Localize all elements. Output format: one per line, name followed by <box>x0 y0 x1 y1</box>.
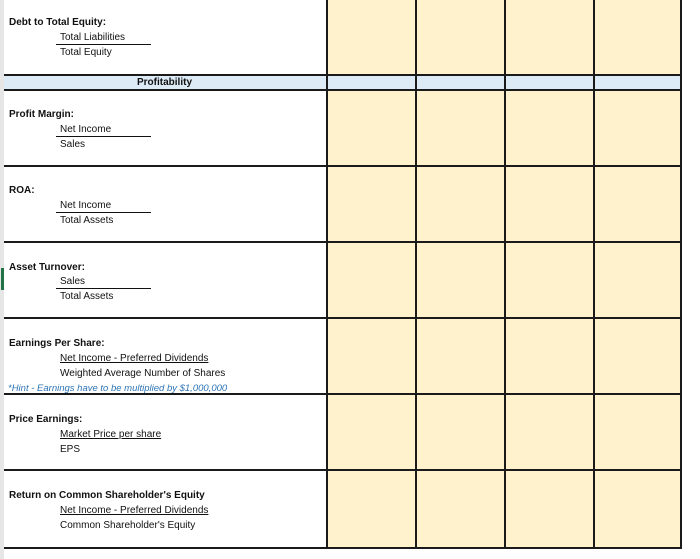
input-cell[interactable] <box>328 91 415 165</box>
ratio-label: Earnings Per Share: <box>9 338 105 349</box>
column-border <box>680 0 682 549</box>
row-border <box>4 89 682 91</box>
ratio-denominator: Total Equity <box>60 47 112 58</box>
column-border <box>593 0 595 549</box>
input-cell[interactable] <box>595 243 682 317</box>
profitability-band <box>4 75 682 89</box>
row-border <box>4 469 682 471</box>
input-cell[interactable] <box>506 91 593 165</box>
column-border <box>504 0 506 549</box>
input-cell[interactable] <box>506 243 593 317</box>
input-cell[interactable] <box>417 395 504 469</box>
input-cell[interactable] <box>417 319 504 393</box>
ratio-label: Profit Margin: <box>9 109 74 120</box>
ratio-label: Return on Common Shareholder's Equity <box>9 490 205 501</box>
input-cell[interactable] <box>595 471 682 547</box>
input-cell[interactable] <box>417 91 504 165</box>
input-cell[interactable] <box>595 319 682 393</box>
input-cell[interactable] <box>328 167 415 241</box>
input-cell[interactable] <box>328 319 415 393</box>
input-cell[interactable] <box>595 0 682 74</box>
input-cell[interactable] <box>328 0 415 74</box>
input-cell[interactable] <box>328 395 415 469</box>
ratio-label: Asset Turnover: <box>9 262 85 273</box>
ratio-numerator: Sales <box>60 276 86 287</box>
input-cell[interactable] <box>506 471 593 547</box>
ratio-numerator: Net Income <box>60 200 112 211</box>
fraction-bar <box>56 136 151 137</box>
input-cell[interactable] <box>506 319 593 393</box>
ratio-label: Debt to Total Equity: <box>9 17 107 28</box>
row-border <box>4 74 682 76</box>
input-cell[interactable] <box>506 0 593 74</box>
section-title-profitability: Profitability <box>137 77 193 88</box>
input-cell[interactable] <box>417 471 504 547</box>
hint-note: *Hint - Earnings have to be multiplied by $1,000,000 <box>8 383 228 394</box>
column-border <box>326 0 328 549</box>
input-cell[interactable] <box>417 167 504 241</box>
ratio-numerator: Net Income - Preferred Dividends <box>60 505 209 516</box>
row-border <box>4 547 682 549</box>
ratio-denominator: Common Shareholder's Equity <box>60 520 196 531</box>
ratio-denominator: Weighted Average Number of Shares <box>60 368 226 379</box>
ratio-numerator: Net Income - Preferred Dividends <box>60 353 209 364</box>
fraction-bar <box>56 44 151 45</box>
ratio-numerator: Total Liabilities <box>60 32 126 43</box>
ratio-label: ROA: <box>9 185 35 196</box>
ratio-denominator: Sales <box>60 139 86 150</box>
input-cell[interactable] <box>328 243 415 317</box>
row-border <box>4 317 682 319</box>
ratio-denominator: EPS <box>60 444 81 455</box>
row-border <box>4 241 682 243</box>
input-cell[interactable] <box>595 91 682 165</box>
ratio-numerator: Net Income <box>60 124 112 135</box>
ratio-denominator: Total Assets <box>60 215 114 226</box>
input-cell[interactable] <box>328 471 415 547</box>
ratio-label: Price Earnings: <box>9 414 83 425</box>
input-cell[interactable] <box>506 167 593 241</box>
row-border <box>4 165 682 167</box>
ratio-worksheet <box>4 0 682 549</box>
fraction-bar <box>56 212 151 213</box>
ratio-numerator: Market Price per share <box>60 429 162 440</box>
ratio-denominator: Total Assets <box>60 291 114 302</box>
input-cell[interactable] <box>595 395 682 469</box>
input-cell[interactable] <box>417 243 504 317</box>
input-cell[interactable] <box>595 167 682 241</box>
column-border <box>415 0 417 549</box>
input-cell[interactable] <box>506 395 593 469</box>
input-cell[interactable] <box>417 0 504 74</box>
fraction-bar <box>56 288 151 289</box>
